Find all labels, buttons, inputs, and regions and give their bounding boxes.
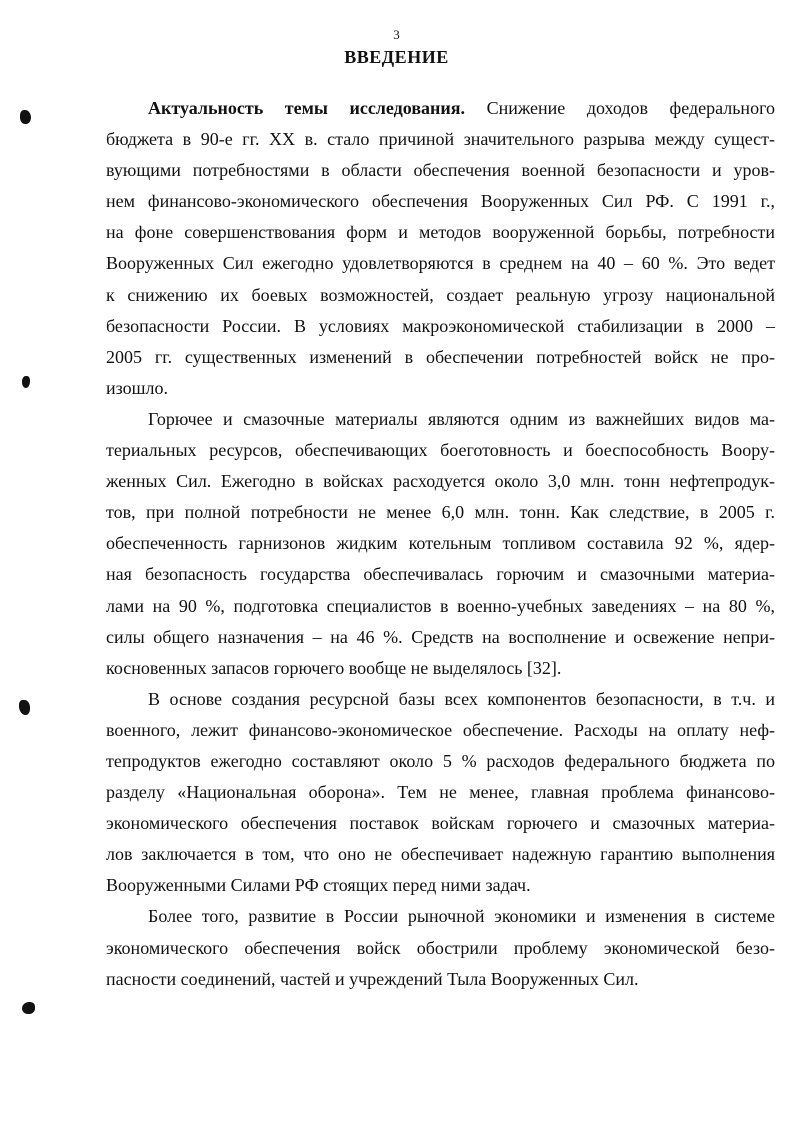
page-title: ВВЕДЕНИЕ bbox=[344, 47, 449, 67]
text-line bbox=[106, 466, 775, 497]
text-line bbox=[106, 93, 775, 124]
scan-mark bbox=[22, 376, 30, 388]
text-line bbox=[106, 497, 775, 528]
text-line bbox=[106, 715, 775, 746]
line-text: экономического обеспечения войск обострили проблему экономической безо- bbox=[106, 937, 775, 958]
line-text: териальных ресурсов, обеспечивающих боеготовность и боеспособность Воору- bbox=[106, 440, 775, 461]
text-line bbox=[106, 777, 775, 808]
line-text: Горючее и смазочные материалы являются одним из важнейших видов ма- bbox=[148, 408, 775, 429]
page-number: 3 bbox=[393, 27, 400, 42]
text-line bbox=[106, 901, 775, 932]
text-line bbox=[106, 870, 775, 901]
document-body bbox=[106, 93, 775, 995]
line-text: Снижение доходов федерального bbox=[465, 98, 775, 118]
line-text: обеспеченность гарнизонов жидким котельным топливом составила 92 %, ядер- bbox=[106, 533, 775, 554]
text-line bbox=[106, 684, 775, 715]
line-text: тов, при полной потребности не менее 6,0 млн. тонн. Как следствие, в 2005 г. bbox=[106, 502, 775, 523]
line-text: на фоне совершенствования форм и методов вооруженной борьбы, потребности bbox=[106, 222, 775, 243]
text-line bbox=[106, 217, 775, 248]
line-text: изошло. bbox=[106, 377, 168, 398]
text-line bbox=[106, 186, 775, 217]
line-text: лов заключается в том, что оно не обеспечивает надежную гарантию выполнения bbox=[106, 844, 775, 865]
line-text: бюджета в 90-е гг. XX в. стало причиной значительного разрыва между сущест- bbox=[106, 129, 775, 150]
paragraph bbox=[106, 404, 775, 684]
paragraph bbox=[106, 684, 775, 902]
line-text: безопасности России. В условиях макроэкономической стабилизации в 2000 – bbox=[106, 315, 775, 336]
text-line bbox=[106, 342, 775, 373]
text-line bbox=[106, 435, 775, 466]
text-line bbox=[106, 280, 775, 311]
line-text: нем финансово-экономического обеспечения Вооруженных Сил РФ. С 1991 г., bbox=[106, 191, 775, 212]
scan-mark bbox=[20, 110, 31, 124]
line-text: ная безопасность государства обеспечивалась горючим и смазочными материа- bbox=[106, 564, 775, 585]
paragraph bbox=[106, 901, 775, 994]
text-line bbox=[106, 964, 775, 995]
line-text: разделу «Национальная оборона». Тем не менее, главная проблема финансово- bbox=[106, 782, 775, 803]
line-text: В основе создания ресурсной базы всех компонентов безопасности, в т.ч. и bbox=[148, 688, 775, 709]
line-text: косновенных запасов горючего вообще не выделялось [32]. bbox=[106, 657, 562, 678]
text-line bbox=[106, 528, 775, 559]
text-line bbox=[106, 155, 775, 186]
scan-mark bbox=[22, 1002, 35, 1014]
line-text: военного, лежит финансово-экономическое обеспечение. Расходы на оплату неф- bbox=[106, 719, 775, 740]
line-text: вующими потребностями в области обеспечения военной безопасности и уров- bbox=[106, 160, 775, 181]
text-line bbox=[106, 653, 775, 684]
line-text: к снижению их боевых возможностей, создает реальную угрозу национальной bbox=[106, 284, 775, 305]
text-line bbox=[106, 746, 775, 777]
text-line bbox=[106, 124, 775, 155]
line-text: тепродуктов ежегодно составляют около 5 % расходов федерального бюджета по bbox=[106, 750, 775, 771]
scan-mark bbox=[19, 700, 30, 715]
text-line bbox=[106, 839, 775, 870]
line-text: женных Сил. Ежегодно в войсках расходуется около 3,0 млн. тонн нефтепродук- bbox=[106, 471, 775, 492]
text-line bbox=[106, 933, 775, 964]
line-text: экономического обеспечения поставок войскам горючего и смазочных материа- bbox=[106, 813, 775, 834]
section-lead: Актуальность темы исследования. bbox=[148, 98, 466, 118]
text-line bbox=[106, 559, 775, 590]
line-text: Вооруженных Сил ежегодно удовлетворяются в среднем на 40 – 60 %. Это ведет bbox=[106, 253, 775, 274]
line-text: Более того, развитие в России рыночной экономики и изменения в системе bbox=[148, 906, 775, 927]
text-line bbox=[106, 373, 775, 404]
text-line bbox=[106, 591, 775, 622]
line-text: силы общего назначения – на 46 %. Средств на восполнение и освежение непри- bbox=[106, 626, 775, 647]
line-text: лами на 90 %, подготовка специалистов в военно-учебных заведениях – на 80 %, bbox=[106, 595, 775, 616]
text-line bbox=[106, 311, 775, 342]
text-line bbox=[106, 622, 775, 653]
line-text: Вооруженными Силами РФ стоящих перед ними задач. bbox=[106, 875, 531, 896]
text-line bbox=[106, 404, 775, 435]
text-line bbox=[106, 808, 775, 839]
line-text: 2005 гг. существенных изменений в обеспечении потребностей войск не про- bbox=[106, 346, 775, 367]
text-line bbox=[106, 248, 775, 279]
line-text: пасности соединений, частей и учреждений Тыла Вооруженных Сил. bbox=[106, 968, 639, 989]
paragraph bbox=[106, 93, 775, 404]
